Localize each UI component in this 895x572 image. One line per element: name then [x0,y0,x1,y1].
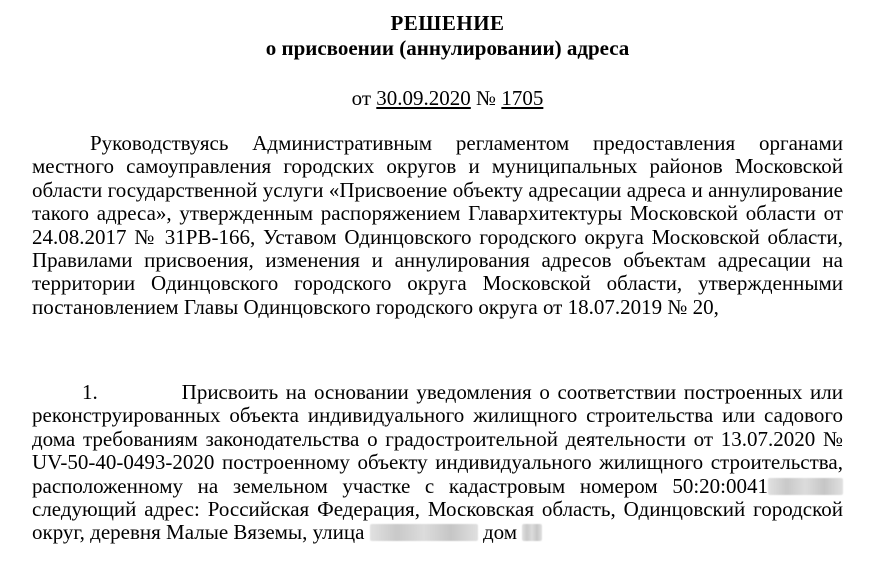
redacted-cadastral-suffix [768,478,843,495]
decision-date: 30.09.2020 [376,86,471,110]
preamble-paragraph: Руководствуясь Административным регламентом предоставления органами местного самоуправления городских округов и муниципальных районов Московской области государственной услуги «Присвоение объекту адресации адреса и аннулирование такого адреса», утвержденным распоряжением Главархитектуры Московской области от 24.08.2017 № 31РВ-166, Уставом Одинцовского городского округа Московской области, Правилами присвоения, изменения и аннулирования адресов объектам адресации на территории Одинцовского городского округа Московской области, утвержденными постановлением Главы Одинцовского городского округа от 18.07.2019 № 20, [32,131,843,319]
number-sign: № [476,86,497,110]
document-subtitle: о присвоении (аннулировании) адреса [265,36,630,60]
document-title: РЕШЕНИЕ [390,11,505,35]
redacted-house-number [522,524,542,541]
decision-number: 1705 [501,86,544,110]
item-1-text-c: дом [482,520,518,545]
item-1-text-a: Присвоить на основании уведомления о соответствии построенных или реконструированных объекта индивидуального жилищного строительства или садового дома требованиям законодательства о градостроительной деятельности от 13.07.2020 № UV-50-40-0493-2020 построенному объекту индивидуального жилищного строительства, расположенному на земельном участке с кадастровым номером 50:20:0041 [32,380,843,498]
item-1-paragraph [32,381,843,545]
date-prefix: от [351,86,372,110]
item-1-number: 1. [82,380,98,404]
redacted-street-name [370,524,478,541]
date-line [0,86,895,110]
item-1-text-b: следующий адрес: Российская Федерация, Московская область, Одинцовский городской округ, деревня Малые Вяземы, улица [32,497,843,545]
